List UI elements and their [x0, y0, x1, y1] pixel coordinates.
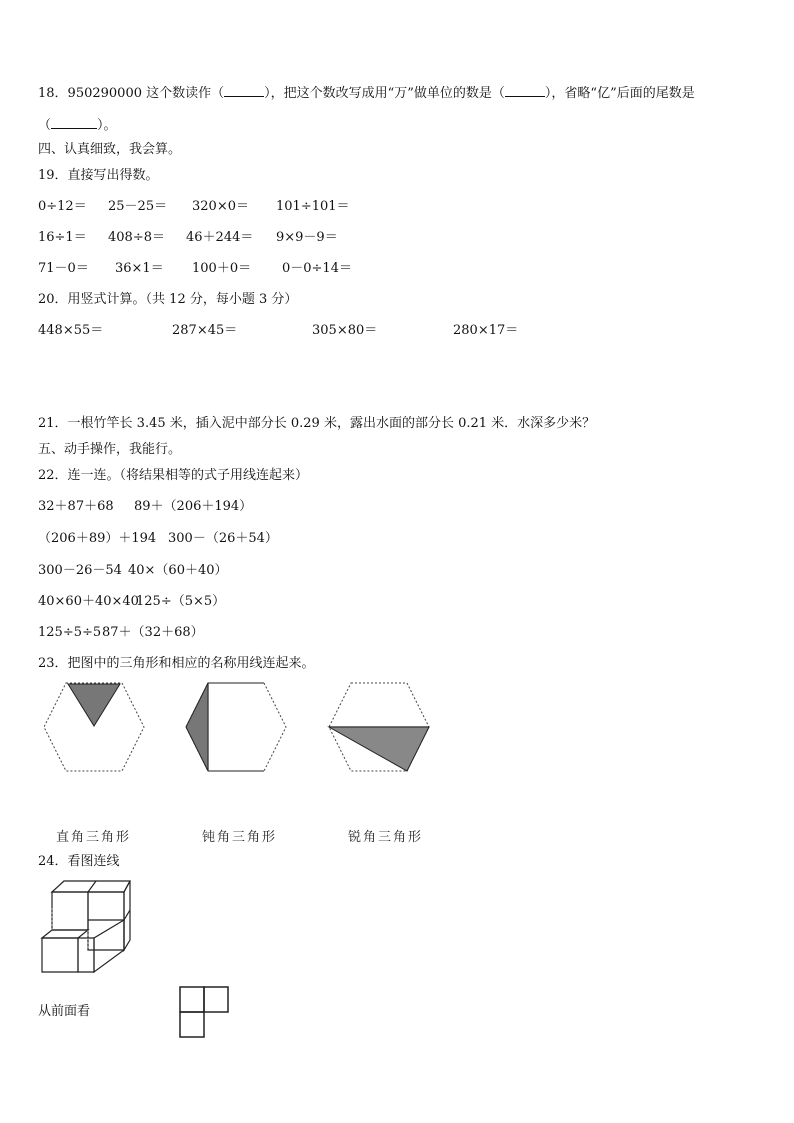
q22-left-item[interactable]: （206＋89）＋194	[38, 531, 157, 546]
q18-blank-2[interactable]	[505, 84, 545, 97]
q18-line2	[38, 116, 117, 134]
hexagon-figure-2[interactable]	[182, 680, 290, 774]
q18-text-d: （	[38, 118, 52, 133]
q22-right-item[interactable]: 125÷（5×5）	[136, 594, 226, 609]
q22-left-item[interactable]: 125÷5÷5	[38, 625, 102, 640]
q18-text-c: ），省略“亿”后面的尾数是	[544, 86, 695, 101]
shaded-triangle	[68, 684, 120, 726]
q24-view-label: 从前面看	[38, 1004, 91, 1019]
q21-text: 21．一根竹竿长 3.45 米，插入泥中部分长 0.29 米，露出水面的部分长 0.21 米．水深多少米？	[38, 416, 596, 431]
shaded-triangle	[186, 683, 208, 771]
q19-item: 16÷1＝	[38, 230, 87, 245]
section-4-heading: 四、认真细致，我会算。	[38, 142, 182, 157]
q20-item: 287×45＝	[172, 323, 238, 338]
q22-left-item[interactable]: 32＋87＋68	[38, 499, 114, 514]
q20-item: 280×17＝	[453, 323, 519, 338]
q19-item: 100＋0＝	[192, 261, 252, 276]
q19-item: 101÷101＝	[276, 199, 350, 214]
q18-number: 18．	[38, 86, 68, 101]
label-right-triangle[interactable]: 直角三角形	[56, 830, 132, 845]
q18-blank-1[interactable]	[224, 84, 264, 97]
q22-right-item[interactable]: 40×（60＋40）	[128, 563, 228, 578]
q20-title: 20．用竖式计算。（共 12 分，每小题 3 分）	[38, 292, 298, 307]
label-obtuse-triangle[interactable]: 钝角三角形	[202, 830, 278, 845]
q19-item: 9×9－9＝	[276, 230, 338, 245]
q19-title: 19．直接写出得数。	[38, 168, 159, 183]
label-acute-triangle[interactable]: 锐角三角形	[348, 830, 424, 845]
cube-stack-figure	[38, 878, 134, 976]
q18-text-a: 950290000 这个数读作（	[67, 86, 225, 101]
q22-right-item[interactable]: 87＋（32＋68）	[102, 625, 204, 640]
q18-blank-3[interactable]	[51, 116, 97, 129]
q18-line1	[38, 84, 695, 102]
q20-item: 305×80＝	[312, 323, 378, 338]
q19-item: 36×1＝	[115, 261, 164, 276]
section-5-heading: 五、动手操作，我能行。	[38, 442, 182, 457]
hexagon-figure-3[interactable]	[325, 680, 433, 774]
q20-item: 448×55＝	[38, 323, 104, 338]
q22-left-item[interactable]: 300－26－54	[38, 563, 122, 578]
front-view-figure[interactable]	[178, 985, 230, 1039]
q19-item: 0－0÷14＝	[282, 261, 352, 276]
q19-item: 0÷12＝	[38, 199, 87, 214]
q22-right-item[interactable]: 300－（26＋54）	[168, 531, 278, 546]
q19-item: 71－0＝	[38, 261, 89, 276]
q22-left-item[interactable]: 40×60＋40×40	[38, 594, 139, 609]
q19-item: 25－25＝	[108, 199, 168, 214]
hexagon-figure-1[interactable]	[40, 680, 148, 774]
q18-text-b: ），把这个数改写成用“万”做单位的数是（	[264, 86, 505, 101]
shaded-triangle	[329, 727, 429, 771]
q24-title: 24．看图连线	[38, 854, 120, 869]
q19-item: 408÷8＝	[108, 230, 165, 245]
q18-text-e: ）。	[97, 118, 117, 133]
q19-item: 46＋244＝	[186, 230, 254, 245]
q19-item: 320×0＝	[192, 199, 249, 214]
q23-title: 23．把图中的三角形和相应的名称用线连起来。	[38, 656, 315, 671]
q22-right-item[interactable]: 89＋（206＋194）	[134, 499, 253, 514]
q22-title: 22．连一连。（将结果相等的式子用线连起来）	[38, 468, 309, 483]
